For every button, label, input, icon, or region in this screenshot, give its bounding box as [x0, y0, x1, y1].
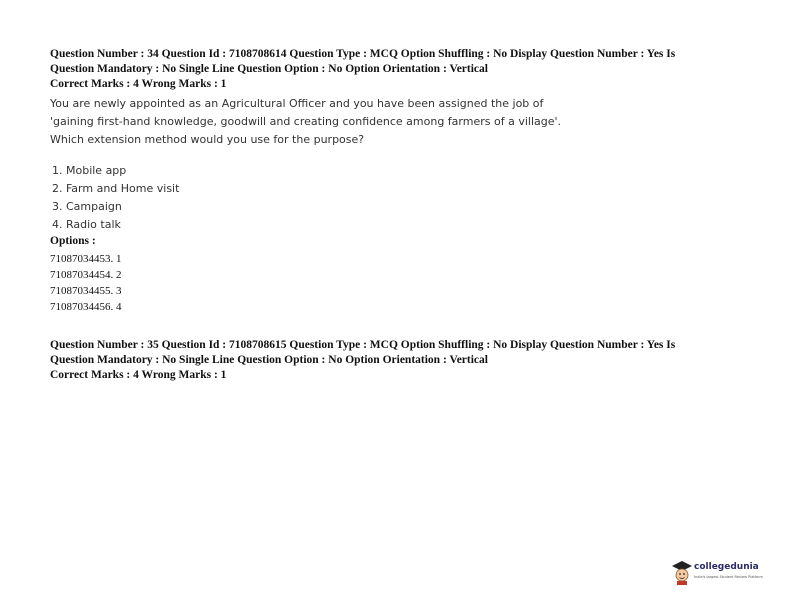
choice-item: 3. Campaign: [52, 200, 122, 213]
header-line: Correct Marks : 4 Wrong Marks : 1: [50, 78, 227, 90]
option-item: 71087034454. 2: [50, 269, 122, 281]
graduate-cap-icon: [672, 559, 692, 585]
question-text-line: 'gaining first-hand knowledge, goodwill and creating confidence among farmers of a village'.: [50, 115, 562, 128]
header-line: Question Mandatory : No Single Line Question Option : No Option Orientation : Vertical: [50, 63, 488, 75]
question-34-header: [50, 47, 750, 92]
option-item: 71087034453. 1: [50, 253, 122, 265]
header-line: Question Mandatory : No Single Line Question Option : No Option Orientation : Vertical: [50, 354, 488, 366]
question-35-header: [50, 338, 750, 383]
option-item: 71087034456. 4: [50, 301, 122, 313]
question-34-options: [50, 251, 122, 315]
question-text-line: You are newly appointed as an Agricultural Officer and you have been assigned the job of: [50, 97, 544, 110]
logo-tagline: India's largest Student Review Platform: [694, 575, 763, 579]
option-item: 71087034455. 3: [50, 285, 122, 297]
question-34-text: [50, 95, 750, 149]
choice-item: 1. Mobile app: [52, 164, 127, 177]
collegedunia-logo: [670, 557, 763, 587]
choice-item: 4. Radio talk: [52, 218, 121, 231]
question-text-line: Which extension method would you use for the purpose?: [50, 133, 365, 146]
header-line: Correct Marks : 4 Wrong Marks : 1: [50, 369, 227, 381]
question-34-choices: [52, 162, 179, 234]
choice-item: 2. Farm and Home visit: [52, 182, 180, 195]
logo-name: collegedunia: [694, 562, 759, 572]
header-line: Question Number : 34 Question Id : 7108708614 Question Type : MCQ Option Shuffling : No Display Question Number : Yes Is: [50, 48, 676, 60]
options-label: Options :: [50, 235, 96, 247]
header-line: Question Number : 35 Question Id : 7108708615 Question Type : MCQ Option Shuffling : No Display Question Number : Yes Is: [50, 339, 676, 351]
